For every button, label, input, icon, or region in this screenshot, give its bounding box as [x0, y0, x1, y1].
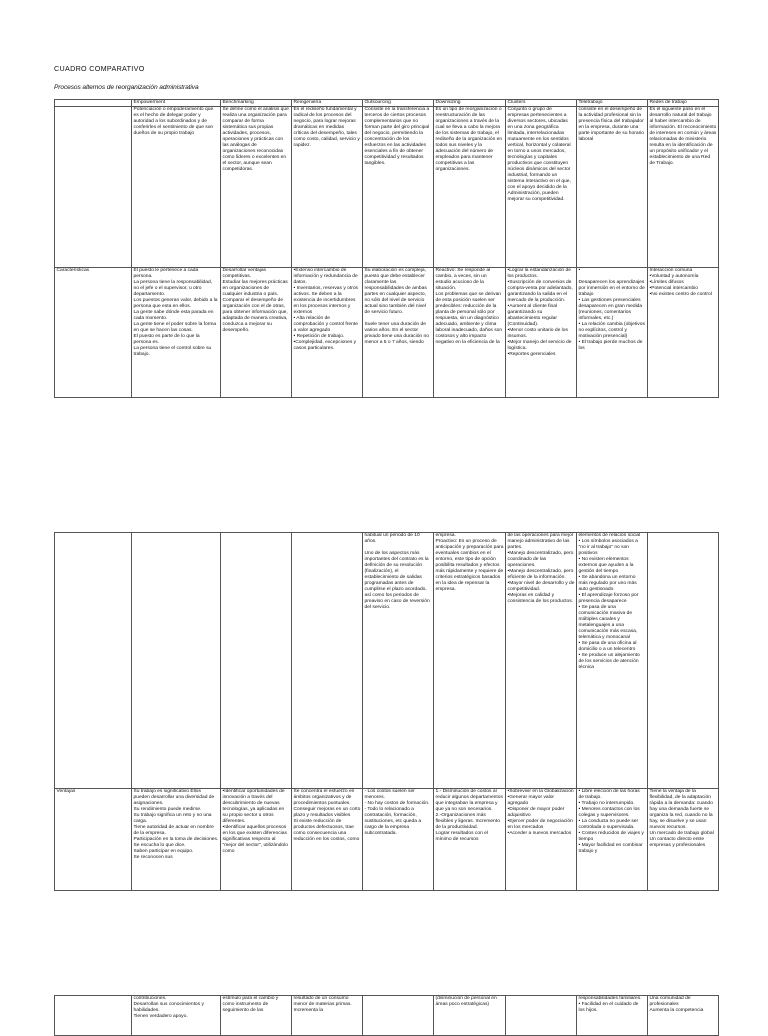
table-cell: responsabilidades familiares. • Facilidad en el cuidado de los hijos.	[577, 996, 648, 1036]
table-cell: Tiene la ventaja de la flexibilidad, de la adaptación rápida a la demanda: cuando hay una demanda fuerte se organiza la red, cuando no la hay, se disuelve y se usan nuevos recursos. Un mercado de trabajo global Un contacto directo entre empresas y profesionales	[648, 789, 719, 891]
table-cell: Se define como el análisis que realiza una organización para comparar de forma sistemática sus propias actividades, procesos, operaciones y prácticas con las análogas de organizaciones reconocidas como líderes o excelentes en el sector, aunque sean competidoras.	[221, 107, 292, 268]
table-cell: Conjunto o grupo de empresas pertenecientes a diversos sectores, ubicadas en una zona geográfica limitada, interrelacionadas mutuamente en los sentidos vertical, horizontal y colateral en torno a unos mercados, tecnologías y capitales productivos que constituyen núcleos dinámicos del sector industrial, formando un sistema interactivo en el que, con el apoyo decidido de la Administración, pueden mejorar su competitividad.	[506, 107, 577, 268]
row-label-ventajas: Ventajas	[55, 789, 132, 891]
table-cell: contribuciones. Desarrollan sus conocimientos y habilidades. Tienen verdadero apoyo.	[132, 996, 221, 1036]
table-cell	[363, 996, 434, 1036]
table-cell: El puesto le pertenece a cada persona. La persona tiene la responsabilidad, no el jefe o el supervisor, u otro departamento. Los puestos generan valor, debido a la persona que esta en ellos. La gente sabe dónde esta parada en cada momento. La gente tiene el poder sobre la forma en que se hacen las cosas. El puesto es parte de lo que la persona es. La persona tiene el control sobre su trabajo.	[132, 268, 221, 398]
table-cell: de las operaciones para mejor manejo administrativo de las partes. •Manejo descentralizado, pero coordinado de las operaciones. •Manejo descentralizado, pero eficiente de la información. •Mayor nivel de desarrollo y de competitividad. •Mejoras en calidad y consistencia de los productos.	[506, 533, 577, 789]
table-cell	[132, 533, 221, 789]
table-cell	[55, 996, 132, 1036]
table-cell	[55, 533, 132, 789]
comparison-table-page-1	[54, 99, 719, 398]
table-cell: 1.- Disminución de costos al reducir algunos departamentos que integraban la empresa y que ya no son necesarios. 2.-Organizaciones más flexibles y ligeras. Incremento de la productividad. Lograr resultados con el mínimo de recursos	[434, 789, 506, 891]
table-cell: Es el rediseño fundamental y radical de los procesos del negocio, para lograr mejoras dramáticas en medidas críticas del desempeño, tales como costo, calidad, servicio y rapidez.	[292, 107, 363, 268]
header-clusters: Clusters	[506, 100, 577, 107]
header-row	[55, 100, 719, 107]
header-teletrabajo: Teletrabajo	[577, 100, 648, 107]
table-cell: (disminución de personal en áreas poco estratégicas)	[434, 996, 506, 1036]
table-cell: empresa. Proactivo: Es un proceso de anticipación y preparación para eventuales cambios en el entorno, este tipo de opción posibilita resultados y efectos más rápidamente y requiere de criterios estratégicos basados en la idea de repensar la empresa.	[434, 533, 506, 789]
table-cell: consiste en el desempeño de la actividad profesional sin la presencia física del trabajador en la empresa, durante una parte importante de su horario laboral	[577, 107, 648, 268]
table-cell	[55, 107, 132, 268]
comparison-table-page-2	[54, 532, 719, 891]
table-cell: Reactivo: Se responde al cambio, a veces, sin un estudio acucioso de la situación. Los problemas que se derivan de esta posición suelen ser predecibles: reducción de la planta de personal sólo por respuesta, sin un diagnóstico adecuado, ambiente y clima laboral inadecuado, daños son costosos y alto impacto negativo en la eficiencia de la	[434, 268, 506, 398]
header-reingenieria: Reingeniería	[292, 100, 363, 107]
table-cell	[221, 533, 292, 789]
header-redes-de-trabajo: Redes de trabajo	[648, 100, 719, 107]
table-cell	[648, 533, 719, 789]
table-cell	[292, 533, 363, 789]
document-subtitle: Procesos alternos de reorganización administrativa	[54, 84, 199, 91]
continuation-row	[55, 533, 719, 789]
table-cell: Su trabajo es significativo Ellos pueden desarrollar una diversidad de asignaciones. Su rendimiento puede medirse. Su trabajo significa un reto y no una carga. Tiene autoridad de actuar en nombre de la empresa. Participación en la toma de decisiones. Se escucha lo que dice. Saben participar en equipo. Se reconocen sus	[132, 789, 221, 891]
advantages-row	[55, 789, 719, 891]
table-cell: Desarrollar ventajas competitivas. Estudiar las mejores prácticas en organizaciones de cualquier industria o país. Comparar el desempeño de organización con el de otras, para obtener información que, adaptada de manera creativa, conduzca a mejorar su desempeño.	[221, 268, 292, 398]
table-cell: Su elaboración es compleja, puesto que debe establecer claramente las responsabilidades de ambas partes en cualquier aspecto, no sólo del nivel de servicio actual sino también del nivel de servicio futuro. Suele tener una duración de varios años. En el sector privado tiene una duración no menor a 5 o 7 años, siendo	[363, 268, 434, 398]
table-cell: •Lograr la estandarización de los productos. •Suscripción de convenios de compra-venta por adelantado, garantizando la salida en el mercado de la producción. •Aument al cliente final garantizando su abastecimiento regular (Continuidad). •Menor costo unitario de los insumos. •Mejor manejo del servicio de logística. •Reportes gerenciales	[506, 268, 577, 398]
table-cell: Es el siguiente paso en el desarrollo natural del trabajo al haber intercambio de información. El reconocimiento de intereses en común y áreas relacionadas de ministerio resulta en la identificación de un propósito unificador y el establecimiento de una Red de Trabajo.	[648, 107, 719, 268]
table-cell: estímulo para el cambio y como instrumento de seguimiento de las	[221, 996, 292, 1036]
table-cell: • Libre elección de las horas de trabajo. • Trabajo no interrumpido. • Menores contactos con los colegas y supervisores. • La conducta no puede ser controlada o supervisada. • Costes reducidos de viajes y tiempo • Mayor facilidad en combinar trabajo y	[577, 789, 648, 891]
table-cell: •Extenso intercambio de información y redundancia de datos. • Inventarios, reservas y otros activos. Se deben a la existencia de incertidumbres en los procesos internos y externos • Alta relación de comprobación y control frente a valor agregado • Repetición de trabajo. •Complejidad, excepciones y casos particulares.	[292, 268, 363, 398]
row-label-caracteristicas: Características	[55, 268, 132, 398]
table-cell: resultado de un consumo menor de materias primas. Incrementa la	[292, 996, 363, 1036]
table-cell: •Sobrevivir en la Globalización •Generar mayor valor agregado •Disponer de mayor poder adquisitivo •Ejercer poder de negociación en los mercados •Acceder a nuevos mercados	[506, 789, 577, 891]
table-cell: Una comunidad de profesionales Aumenta la competencia	[648, 996, 719, 1036]
document-title: CUADRO COMPARATIVO	[54, 64, 145, 73]
table-cell: Consiste en la transferencia a terceros de ciertos procesos complementarios que no forman parte del giro principal del negocio, permitiendo la concentración de los esfuerzos en las actividades esenciales a fin de obtener competitividad y resultados tangibles.	[363, 107, 434, 268]
header-downsizing: Downsizing	[434, 100, 506, 107]
comparison-table-page-3	[54, 995, 719, 1036]
header-empowerment: Empowerment	[132, 100, 221, 107]
table-cell: Se concentra el esfuerzo en ámbitos organizativos y de procedimientos puntuales. Conseguir mejoras en un corto plazo y resultados visibles Si existe reducción de productos defectuosos, trae como consecuencia una reducción en los costos, como	[292, 789, 363, 891]
header-benchmarking: Benchmarking	[221, 100, 292, 107]
table-cell	[506, 996, 577, 1036]
definition-row	[55, 107, 719, 268]
table-cell: • Desaparecen los aprendizajes por inmersión en el entorno de trabajo • Las gestiones presenciales desaparecen en gran medida (reuniones, comentarios informales, etc.) • La relación cambia (objetivos no explícitos, control y motivación presencial) • El trabajo pierde muchos de los	[577, 268, 648, 398]
header-cell-empty	[55, 100, 132, 107]
table-cell: Interacción comuna •Voluntad y autonomía •Límites difusos •Potencial intercambio •No existes centro de control	[648, 268, 719, 398]
table-cell: Es un tipo de reorganización o reestructuración de las organizaciones a través de la cual se lleva a cabo la mejora de los sistemas de trabajo, el rediseño de la organización en todos sus niveles y la adecuación del número de empleados para mantener competitivas a las organizaciones.	[434, 107, 506, 268]
header-outsourcing: Outsourcing	[363, 100, 434, 107]
table-cell: - Los costos suelen ser menores. - No hay costos de formación. - Todo lo relacionado a contratación, formación, sustituciones, etc queda a cargo de la empresa subcontratada.	[363, 789, 434, 891]
table-cell: Potenciación o empoderamiento que es el hecho de delegar poder y autoridad a los subordinados y de conferirles el sentimiento de que son dueños de su propio trabajo	[132, 107, 221, 268]
table-cell: elementos de relación social • Los símbolos asociados a "no ir al trabajo" no son positivos • No existen elementos externos que ayuden a la gestión del tiempo • Se abandona un entorno más regulado por uno más auto gestionado • El aprendizaje forzoso por presencia desaparece • Se pasa de una comunicación masiva de múltiples canales y metalenguajes a una comunicación más escasa, telemática y monocanal • Se pasa de una oficina al domicilio o a un telecentro • Se produce un alejamiento de los servicios de atención técnica	[577, 533, 648, 789]
characteristics-row	[55, 268, 719, 398]
table-cell: habitual un periodo de 10 años. Uno de los aspectos más importantes del contrato es la definición de su resolución (finalización), el establecimiento de salidas programadas antes de cumplirse el plazo acordado, así como los periodos de preaviso en caso de reversión del servicio.	[363, 533, 434, 789]
advantages-continuation-row	[55, 996, 719, 1036]
table-cell: •Identificar oportunidades de innovación a través del descubrimiento de nuevas tecnologías, ya aplicadas en su propio sector u otros diferentes. •Identificar aquellos procesos en los que existen diferencias significativas respecto al "mejor del sector", utilizándolo como	[221, 789, 292, 891]
